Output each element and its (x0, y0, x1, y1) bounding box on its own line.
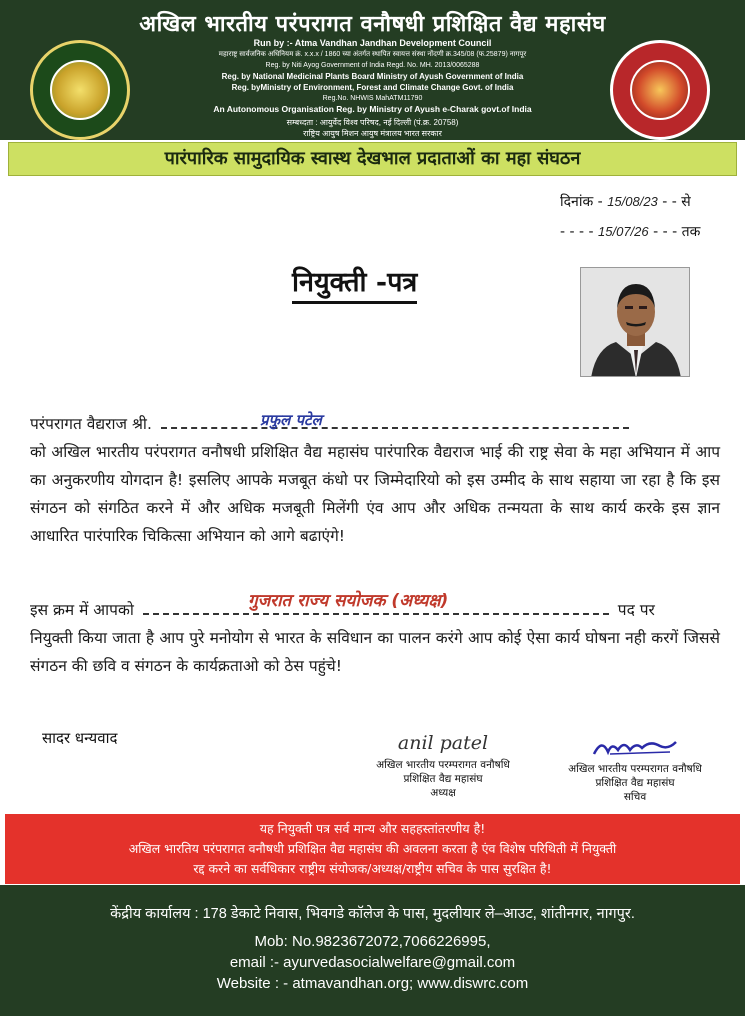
notice-line-3: रद्द करने का सर्वधिकार राष्ट्रीय संयोजक/अध्यक्ष/राष्ट्रीय सचिव के पास सुरक्षित है! (193, 861, 552, 876)
recipient-prefix: परंपरागत वैद्यराज श्री. (30, 415, 152, 433)
secretary-signature-icon (590, 736, 680, 758)
nhwis-line: Reg.No. NHWIS MahATM11790 (322, 95, 423, 102)
mission-line: राष्ट्रिय आयुष मिशन आयुष मंत्रालय भारत सरकार (303, 129, 442, 138)
seal-emblem-icon (50, 60, 110, 120)
president-designation: अध्यक्ष (430, 787, 456, 799)
run-by-line: Run by :- Atma Vandhan Jandhan Development Council (253, 38, 492, 48)
appointment-paragraph-1: को अखिल भारतीय परंपरागत वनौषधी प्रशिक्षित वैद्य महासंघ पारंपारिक वैद्यराज भाई की राष्ट्र सेवा के महा अभियान में आप का अनुकरणीय योगदान है! इसलिए आपके मजबूत कंधो पर जिम्मेदारियो को इस उम्मीद के साथ सहाया जा रहा है कि इस संगठन को संगठित करने में और अधिक मजबूती मिलेंगी एंव आप और अधिक तन्मयता के साथ कार्य करके इस ज्ञान आधारित पारंपारिक चिकित्सा अभियान को आगे बढाएंगे! (30, 443, 720, 545)
mobile-numbers: Mob: No.9823672072,7066226995, (254, 933, 491, 950)
closing-thanks: सादर धन्यवाद (42, 729, 118, 747)
date-to-row: - - - - 15/07/26 - - - तक (560, 224, 701, 240)
secretary-org-line-1: अखिल भारतीय परम्परागत वनौषधि (568, 763, 702, 775)
appointment-post: गुजरात राज्य सयोजक (अध्यक्ष) (248, 591, 449, 611)
letterhead-header (0, 0, 745, 140)
email-address: email :- ayurvedasocialwelfare@gmail.com (229, 954, 516, 971)
appointment-paragraph-2: नियुक्ती किया जाता है आप पुरे मनोयोग से भारत के सविधान का पालन करंगे आप कोई ऐसा कार्य घोषना नही करगें जिससे संगठन की छवि व संगठन के कार्यक्रताओ को ठेस पहुंचे! (30, 629, 720, 675)
nmpb-line: Reg. by National Medicinal Plants Board Ministry of Ayush Government of India (221, 72, 524, 81)
president-org-line-1: अखिल भारतीय परम्परागत वनौषधि (376, 759, 510, 771)
registration-info (150, 38, 595, 139)
recipient-name: प्रफुल पटेल (260, 411, 322, 429)
notice-box (5, 814, 740, 884)
act-line: महाराष्ट्र सार्वजनिक अधिनियम क्रं. x.x.x / 1860 च्या अंतर्गत स्थापित स्वायत्त संस्था नोंदणी क्र.345/08 (फ.25879) नागपूर (218, 51, 527, 58)
website-links: Website : - atmavandhan.org; www.diswrc.com (216, 975, 529, 992)
environment-line: Reg. byMinistry of Environment, Forest and Climate Change Govt. of India (231, 83, 514, 92)
organization-title: अखिल भारतीय परंपरागत वनौषधी प्रशिक्षित वैद्य महासंघ (139, 11, 606, 37)
date-label: दिनांक (560, 194, 594, 210)
signature-secretary (545, 736, 725, 804)
person-portrait-icon (581, 268, 690, 377)
date-from-suffix: से (681, 194, 691, 210)
niti-line: Reg. by Niti Ayog Government of India Regd. No. MH. 2013/0065288 (265, 62, 480, 69)
president-signature: anil patel (397, 732, 489, 754)
tagline-bar: पारंपारिक सामुदायिक स्वास्थ देखभाल प्रदाताओं का महा संघठन (8, 142, 737, 176)
signature-president (348, 732, 538, 800)
recipient-line (30, 410, 720, 438)
secretary-designation: सचिव (623, 791, 647, 803)
date-from-value: 15/08/23 (607, 194, 658, 209)
office-address: केंद्रीय कार्यालय : 178 डेकाटे निवास, भिवगडे कॉलेज के पास, मुदलीयार ले–आउट, शांतीनगर, नागपुर. (110, 906, 635, 922)
date-from-row: दिनांक - 15/08/23 - - से (560, 194, 691, 210)
date-to-value: 15/07/26 (598, 224, 649, 239)
affiliation-line: सम्बध्दता : आयुर्वेद विश्व परिषद, नई दिल्ली (पं.क्र. 20758) (286, 118, 459, 127)
secretary-org-line-2: प्रशिक्षित वैद्य महासंघ (595, 777, 675, 789)
president-org-line-2: प्रशिक्षित वैद्य महासंघ (403, 773, 483, 785)
appointee-photo (580, 267, 690, 377)
document-title: नियुक्ती -पत्र (292, 262, 417, 304)
date-to-suffix: तक (681, 224, 701, 240)
appointment-prefix: इस क्रम में आपको (30, 601, 134, 619)
organization-seal-left (30, 40, 130, 140)
contact-footer (0, 885, 745, 1016)
organization-seal-right (610, 40, 710, 140)
seal-photo-collage-icon (630, 60, 690, 120)
notice-line-2: अखिल भारतिय परंपरागत वनौषधी प्रशिक्षित वैद्य महासंघ की अवलना करता है एंव विशेष परिथिती में नियुक्ती (128, 841, 617, 856)
autonomous-line: An Autonomous Organisation Reg. by Ministry of Ayush e-Charak govt.of India (213, 104, 532, 114)
notice-line-1: यह नियुक्ती पत्र सर्व मान्य और सहहस्तांतरणीय है! (259, 821, 486, 836)
appointment-suffix: पद पर (617, 601, 655, 619)
